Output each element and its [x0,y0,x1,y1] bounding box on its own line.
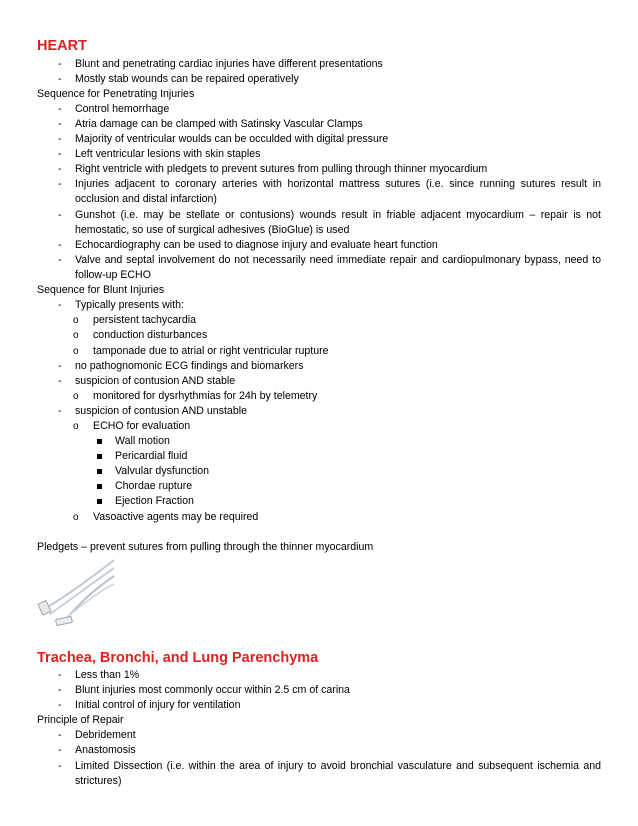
bullet-circle: o [73,391,79,402]
bullet-circle: o [73,315,79,326]
sub-list-item: persistent tachycardia [93,314,197,326]
pledgets-note: Pledgets – prevent sutures from pulling through the thinner myocardium [37,541,374,553]
blunt-heading: Sequence for Blunt Injuries [37,284,165,296]
list-item: Initial control of injury for ventilation [75,699,241,711]
bullet-dash: - [58,299,62,311]
bullet-dash: - [58,103,62,115]
bullet-dash: - [58,73,62,85]
bullet-dash: - [58,209,62,221]
list-item: suspicion of contusion AND unstable [75,405,247,417]
bullet-square [97,484,102,489]
bullet-square [97,499,102,504]
sub-list-item: Vasoactive agents may be required [93,511,259,523]
list-item: Atria damage can be clamped with Satinsky Vascular Clamps [75,118,363,130]
sub-list-item: ECHO for evaluation [93,420,191,432]
pledget-suture-image [36,556,116,630]
penetrating-heading: Sequence for Penetrating Injuries [37,88,195,100]
sub-sub-list-item: Wall motion [115,435,170,447]
bullet-circle: o [73,512,79,523]
bullet-dash: - [58,729,62,741]
list-item: Limited Dissection (i.e. within the area of injury to avoid bronchial vasculature and subsequent ischemia and strictures) [75,760,601,788]
bullet-dash: - [58,405,62,417]
bullet-dash: - [58,360,62,372]
list-item: Echocardiography can be used to diagnose injury and evaluate heart function [75,239,438,251]
bullet-dash: - [58,669,62,681]
bullet-dash: - [58,744,62,756]
bullet-square [97,439,102,444]
list-item: no pathognomonic ECG findings and biomarkers [75,360,304,372]
bullet-dash: - [58,118,62,130]
bullet-square [97,469,102,474]
list-item: Majority of ventricular woulds can be occulded with digital pressure [75,133,389,145]
bullet-dash: - [58,760,62,772]
list-item: Right ventricle with pledgets to prevent sutures from pulling through thinner myocardium [75,163,488,175]
repair-heading: Principle of Repair [37,714,124,726]
bullet-dash: - [58,58,62,70]
list-item: Typically presents with: [75,299,184,311]
bullet-circle: o [73,330,79,341]
list-item: Valve and septal involvement do not necessarily need immediate repair and cardiopulmonary bypass, need to follow-up ECHO [75,254,601,282]
bullet-dash: - [58,133,62,145]
list-item: Mostly stab wounds can be repaired operatively [75,73,299,85]
heart-heading: HEART [37,38,87,54]
sub-list-item: conduction disturbances [93,329,208,341]
sub-list-item: tamponade due to atrial or right ventricular rupture [93,345,329,357]
list-item: Injuries adjacent to coronary arteries with horizontal mattress sutures (i.e. since running sutures result in occlusion and distal infarction) [75,178,601,206]
list-item: Control hemorrhage [75,103,170,115]
sub-sub-list-item: Valvular dysfunction [115,465,210,477]
bullet-dash: - [58,239,62,251]
list-item: Blunt injuries most commonly occur within 2.5 cm of carina [75,684,350,696]
bullet-square [97,454,102,459]
list-item: Gunshot (i.e. may be stellate or contusions) wounds result in friable adjacent myocardium – repair is not hemostatic, so use of surgical adhesives (BioGlue) is used [75,209,601,237]
bullet-dash: - [58,178,62,190]
bullet-dash: - [58,163,62,175]
bullet-circle: o [73,421,79,432]
sub-sub-list-item: Ejection Fraction [115,495,194,507]
bullet-circle: o [73,346,79,357]
bullet-dash: - [58,684,62,696]
bullet-dash: - [58,148,62,160]
sub-sub-list-item: Chordae rupture [115,480,193,492]
bullet-dash: - [58,375,62,387]
bullet-dash: - [58,254,62,266]
list-item: Less than 1% [75,669,140,681]
list-item: Anastomosis [75,744,136,756]
trachea-heading: Trachea, Bronchi, and Lung Parenchyma [37,650,319,666]
sub-sub-list-item: Pericardial fluid [115,450,188,462]
bullet-dash: - [58,699,62,711]
list-item: Blunt and penetrating cardiac injuries have different presentations [75,58,383,70]
sub-list-item: monitored for dysrhythmias for 24h by telemetry [93,390,318,402]
list-item: Debridement [75,729,136,741]
list-item: suspicion of contusion AND stable [75,375,236,387]
list-item: Left ventricular lesions with skin staples [75,148,261,160]
